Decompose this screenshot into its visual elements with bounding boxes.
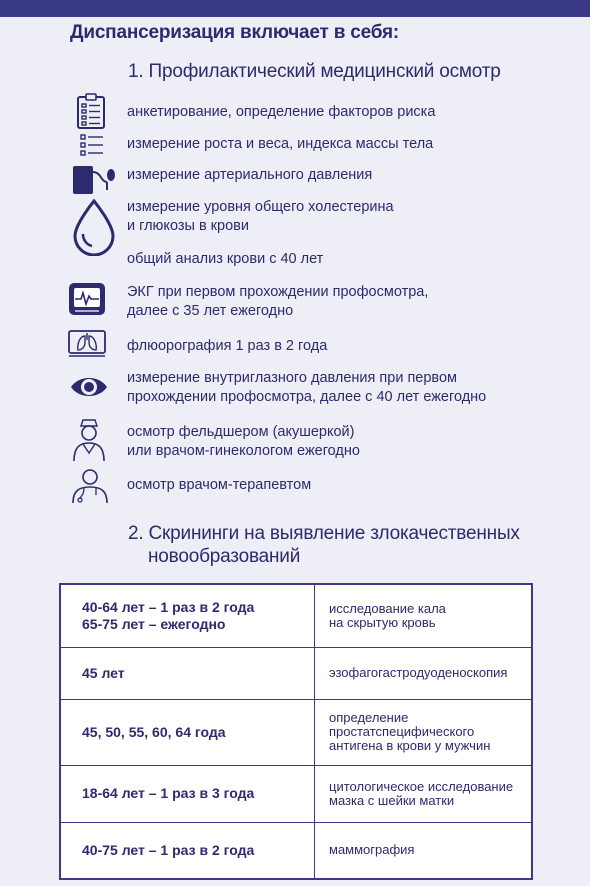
age-cell: 40-75 лет – 1 раз в 2 года bbox=[60, 822, 315, 879]
list-item: измерение роста и веса, индекса массы тела bbox=[127, 136, 434, 152]
eye-icon bbox=[69, 373, 109, 401]
age-cell: 45, 50, 55, 60, 64 года bbox=[60, 699, 315, 765]
blood-pressure-icon bbox=[69, 162, 121, 196]
section-2-title: 2. Скрининги на выявление злокачественных новообразований bbox=[128, 523, 520, 567]
table-row bbox=[60, 647, 532, 699]
questionnaire-icon bbox=[76, 93, 106, 129]
exam-cell: исследование кала на скрытую кровь bbox=[315, 584, 533, 647]
exam-cell: эзофагогастродуоденоскопия bbox=[315, 647, 533, 699]
exam-cell: определение простатспецифического антигена в крови у мужчин bbox=[315, 699, 533, 765]
list-item: измерение внутриглазного давления при первом прохождении профосмотра, далее с 40 лет ежегодно bbox=[127, 370, 487, 405]
exam-cell: цитологическое исследование мазка с шейки матки bbox=[315, 765, 533, 822]
table-row bbox=[60, 584, 532, 647]
page-title: Диспансеризация включает в себя: bbox=[70, 22, 400, 43]
age-cell: 40-64 лет – 1 раз в 2 года 65-75 лет – ежегодно bbox=[60, 584, 315, 647]
exam-cell: маммография bbox=[315, 822, 533, 879]
list-item: осмотр врачом-терапевтом bbox=[127, 477, 312, 493]
age-cell: 18-64 лет – 1 раз в 3 года bbox=[60, 765, 315, 822]
table-row bbox=[60, 765, 532, 822]
list-icon bbox=[80, 134, 104, 156]
list-item: измерение уровня общего холестерина и глюкозы в крови bbox=[127, 199, 394, 234]
screening-table bbox=[59, 583, 533, 880]
doctor-icon bbox=[70, 468, 110, 504]
top-bar bbox=[0, 0, 590, 17]
list-item: осмотр фельдшером (акушеркой) или врачом-гинекологом ежегодно bbox=[127, 424, 360, 459]
list-item: анкетирование, определение факторов риска bbox=[127, 104, 436, 120]
section-1-title: 1. Профилактический медицинский осмотр bbox=[128, 61, 501, 82]
list-item: общий анализ крови с 40 лет bbox=[127, 251, 324, 267]
blood-drop-icon bbox=[71, 198, 117, 256]
list-item: флюорография 1 раз в 2 года bbox=[127, 338, 328, 354]
table-row bbox=[60, 699, 532, 765]
age-cell: 45 лет bbox=[60, 647, 315, 699]
nurse-icon bbox=[70, 417, 108, 463]
ecg-monitor-icon bbox=[68, 282, 106, 316]
table-row bbox=[60, 822, 532, 879]
list-item: измерение артериального давления bbox=[127, 167, 373, 183]
lungs-xray-icon bbox=[68, 330, 106, 358]
list-item: ЭКГ при первом прохождении профосмотра, далее с 35 лет ежегодно bbox=[127, 284, 429, 319]
